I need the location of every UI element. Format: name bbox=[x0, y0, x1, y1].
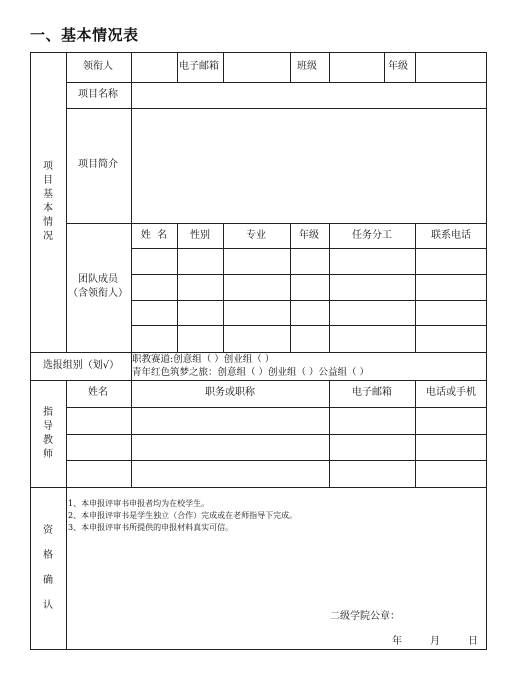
advisor-col-email: 电子邮箱 bbox=[352, 387, 392, 398]
row-line bbox=[30, 487, 487, 488]
date-month: 月 bbox=[430, 636, 440, 647]
email-label: 电子邮箱 bbox=[179, 61, 219, 72]
team-col-major: 专业 bbox=[246, 230, 266, 241]
row-line bbox=[66, 82, 487, 83]
advisor-col-phone: 电话或手机 bbox=[426, 387, 476, 398]
team-col-task: 任务分工 bbox=[352, 230, 392, 241]
team-col-name: 姓 名 bbox=[140, 230, 168, 241]
advisor-col-title: 职务或职称 bbox=[205, 387, 255, 398]
date-year: 年 bbox=[392, 636, 402, 647]
border-right bbox=[486, 52, 487, 650]
group-red-dream-line: 青年红色筑梦之旅：创意组（ ）创业组（ ）公益组（ ） bbox=[132, 367, 370, 378]
col-line bbox=[223, 223, 224, 352]
row-line bbox=[66, 108, 487, 109]
college-seal-label: 二级学院公章： bbox=[330, 611, 400, 622]
group-label: 选报组别（划√） bbox=[42, 360, 120, 371]
col-line bbox=[384, 52, 385, 82]
col-line bbox=[66, 380, 67, 650]
border-left bbox=[30, 52, 31, 650]
col-line bbox=[329, 52, 330, 82]
col-line bbox=[329, 223, 330, 352]
section-advisors: 指导教师 bbox=[43, 407, 53, 460]
row-line bbox=[131, 274, 487, 275]
col-line bbox=[415, 52, 416, 82]
row-line bbox=[131, 248, 487, 249]
row-line bbox=[131, 325, 487, 326]
team-label-line1: 团队成员 bbox=[78, 274, 118, 285]
col-line bbox=[415, 380, 416, 487]
col-line bbox=[66, 52, 67, 352]
col-line bbox=[415, 223, 416, 352]
border-top bbox=[30, 52, 487, 53]
row-line bbox=[131, 300, 487, 301]
group-vocational-line: 职教赛道:创意组（ ）创业组（ ） bbox=[132, 354, 275, 365]
team-label-line2: （含领衔人） bbox=[68, 288, 128, 299]
advisor-col-name: 姓名 bbox=[88, 387, 108, 398]
col-line bbox=[131, 380, 132, 487]
team-col-gender: 性别 bbox=[190, 230, 210, 241]
border-bottom bbox=[30, 649, 487, 650]
col-line bbox=[131, 52, 132, 352]
project-name-label: 项目名称 bbox=[78, 89, 118, 100]
grade-label: 年级 bbox=[388, 61, 408, 72]
class-label: 班级 bbox=[297, 61, 317, 72]
row-line bbox=[66, 460, 487, 461]
page-title: 一、基本情况表 bbox=[30, 26, 139, 44]
team-col-grade: 年级 bbox=[299, 230, 319, 241]
col-line bbox=[177, 52, 178, 82]
section-qualification: 资格确认 bbox=[43, 525, 53, 611]
qualification-note-2: 2、本申报评审书是学生独立（合作）完成或在老师指导下完成。 bbox=[68, 511, 298, 520]
row-line bbox=[66, 223, 487, 224]
row-line bbox=[66, 407, 487, 408]
section-project-basic-info: 项目基本情况 bbox=[43, 161, 53, 242]
col-line bbox=[329, 380, 330, 487]
col-line bbox=[223, 52, 224, 82]
basic-info-form bbox=[30, 52, 487, 650]
qualification-note-3: 3、本申报评审书所提供的申报材料真实可信。 bbox=[68, 523, 234, 532]
col-line bbox=[290, 223, 291, 352]
leader-label: 领衔人 bbox=[83, 61, 113, 72]
team-col-phone: 联系电话 bbox=[431, 230, 471, 241]
col-line bbox=[290, 52, 291, 82]
date-day: 日 bbox=[468, 636, 478, 647]
qualification-note-1: 1、本申报评审书申报者均为在校学生。 bbox=[68, 499, 210, 508]
col-line bbox=[177, 223, 178, 352]
row-line bbox=[66, 434, 487, 435]
row-line bbox=[30, 380, 487, 381]
project-intro-label: 项目简介 bbox=[78, 159, 118, 170]
